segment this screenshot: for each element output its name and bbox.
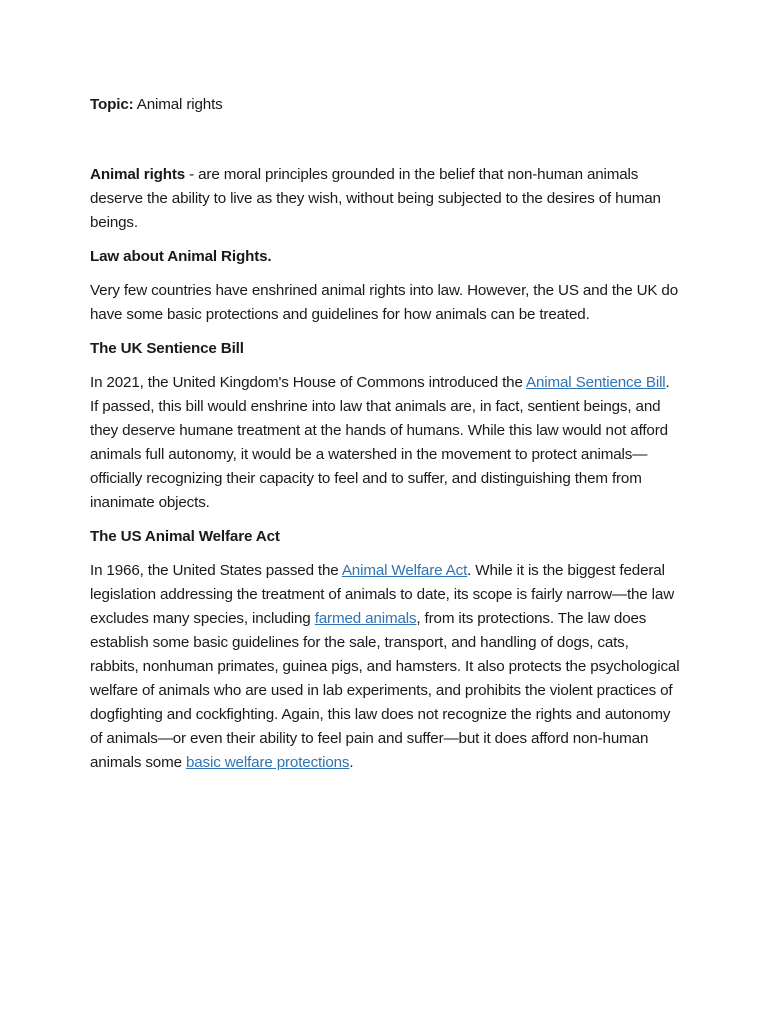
- us-welfare-act-paragraph: [90, 559, 680, 775]
- us-text-end: .: [349, 754, 354, 771]
- us-welfare-act-heading: The US Animal Welfare Act: [90, 528, 280, 545]
- us-text-after-farmed-link: , from its protections. The law does establish some basic guidelines for the sale, transport, and handling of dogs, cats, rabbits, nonhuman primates, guinea pigs, and hamsters. It also protects the psychological welfare of animals who are used in lab experiments, and prohibits the violent practices of dogfighting and cockfighting. Again, this law does not recognize the rights and autonomy of animals—or even their ability to feel pain and suffer—but it does afford non-human animals some: [90, 610, 680, 771]
- us-text-between-links: . While it is the biggest federal legislation addressing the treatment of animals to date, its scope is fairly narrow—the law excludes many species, including: [90, 562, 675, 627]
- basic-welfare-protections-link[interactable]: basic welfare protections: [185, 754, 350, 771]
- uk-sentience-paragraph: [90, 371, 680, 515]
- uk-text-after-link: . If passed, this bill would enshrine into law that animals are, in fact, sentient beings, and they deserve humane treatment at the hands of humans. While this law would not afford animals full autonomy, it would be a watershed in the movement to protect animals—officially recognizing their capacity to feel and to suffer, and distinguishing them from inanimate objects.: [90, 374, 670, 511]
- topic-value: Animal rights: [133, 96, 223, 113]
- law-paragraph: Very few countries have enshrined animal rights into law. However, the US and the UK do have some basic protections and guidelines for how animals can be treated.: [90, 282, 679, 323]
- topic-line: [90, 93, 680, 117]
- law-heading: Law about Animal Rights.: [90, 248, 272, 265]
- uk-text-before-link: In 2021, the United Kingdom's House of Commons introduced the: [90, 374, 526, 391]
- us-text-before-link: In 1966, the United States passed the: [90, 562, 342, 579]
- farmed-animals-link[interactable]: farmed animals: [314, 610, 417, 627]
- definition-paragraph: [90, 163, 680, 235]
- document-page: [90, 93, 680, 785]
- animal-welfare-act-link[interactable]: Animal Welfare Act: [341, 562, 468, 579]
- uk-sentience-heading: The UK Sentience Bill: [90, 340, 244, 357]
- topic-label: Topic:: [90, 96, 134, 113]
- definition-text: - are moral principles grounded in the belief that non-human animals deserve the ability to live as they wish, without being subjected to the desires of human beings.: [90, 166, 661, 231]
- animal-sentience-bill-link[interactable]: Animal Sentience Bill: [526, 374, 666, 391]
- definition-term: Animal rights: [90, 166, 186, 183]
